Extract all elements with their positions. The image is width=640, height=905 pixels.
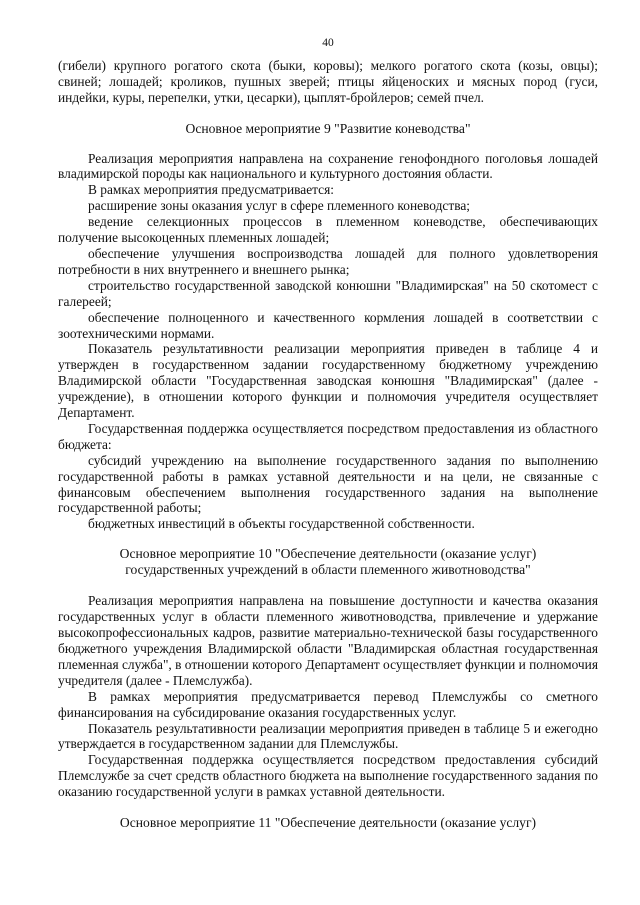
- paragraph: Реализация мероприятия направлена на повышение доступности и качества оказания государственных услуг в области племенного животноводства, привлечение и удержание высокопрофессиональных кадров, развитие материально-технической базы государственного бюджетного учреждения Владимирской области "Владимирская областная государственная племенная служба", в отношении которого Департамент осуществляет функции и полномочия учредителя (далее - Племслужба).: [58, 593, 598, 688]
- paragraph: В рамках мероприятия предусматривается:: [88, 182, 335, 198]
- paragraph: Государственная поддержка осуществляется посредством предоставления субсидий Племслужбе за счет средств областного бюджета на выполнение государственного задания по оказанию государственной услуги в рамках уставной деятельности.: [58, 752, 598, 800]
- paragraph: В рамках мероприятия предусматривается перевод Племслужбы со сметного финансирования на субсидирование оказания государственных услуг.: [58, 688, 598, 720]
- paragraph: Государственная поддержка осуществляется посредством предоставления из областного бюджета:: [58, 420, 598, 452]
- section-10-body: [58, 593, 598, 800]
- list-item: строительство государственной заводской конюшни "Владимирская" на 50 скотомест с галереей;: [58, 277, 598, 309]
- paragraph: Показатель результативности реализации мероприятия приведен в таблице 5 и ежегодно утверждается в государственном задании для Племслужбы.: [58, 720, 598, 752]
- list-item: ведение селекционных процессов в племенном коневодстве, обеспечивающих получение высокоценных племенных лошадей;: [58, 214, 598, 246]
- list-item: бюджетных инвестиций в объекты государственной собственности.: [88, 516, 475, 532]
- list-item: субсидий учреждению на выполнение государственного задания по выполнению государственной работы в рамках уставной деятельности и на цели, не связанные с финансовым обеспечением выполнения государственного задания на выполнение государственной работы;: [58, 452, 598, 516]
- list-item: обеспечение полноценного и качественного кормления лошадей в соответствии с зоотехническими нормами.: [58, 309, 598, 341]
- section-10-heading-line-1: Основное мероприятие 10 "Обеспечение деятельности (оказание услуг): [119, 546, 537, 562]
- section-9-heading: Основное мероприятие 9 "Развитие коневодства": [185, 120, 471, 136]
- page-number: 40: [322, 37, 334, 49]
- section-9-body: [58, 151, 598, 533]
- paragraph: Реализация мероприятия направлена на сохранение генофондного поголовья лошадей владимирской породы как национального и культурного достояния области.: [58, 150, 598, 182]
- intro-paragraph: (гибели) крупного рогатого скота (быки, коровы); мелкого рогатого скота (козы, овцы); свиней; лошадей; кроликов, пушных зверей; птицы яйценоских и мясных пород (гуси, индейки, куры, перепелки, утки, цесарки), цыплят-бройлеров; семей пчел.: [58, 57, 598, 105]
- paragraph: Показатель результативности реализации мероприятия приведен в таблице 4 и утвержден в государственном задании государственному бюджетному учреждению Владимирской области "Государственная заводская конюшня "Владимирская" (далее - учреждение), в отношении которого функции и полномочия учредителя осуществляет Департамент.: [58, 341, 598, 421]
- list-item: обеспечение улучшения воспроизводства лошадей для полного удовлетворения потребности в них внутреннего и внешнего рынка;: [58, 245, 598, 277]
- section-10-heading: [66, 546, 590, 578]
- section-10-heading-line-2: государственных учреждений в области племенного животноводства": [125, 562, 531, 578]
- section-11-heading: Основное мероприятие 11 "Обеспечение деятельности (оказание услуг): [119, 815, 537, 831]
- list-item: расширение зоны оказания услуг в сфере племенного коневодства;: [88, 198, 471, 214]
